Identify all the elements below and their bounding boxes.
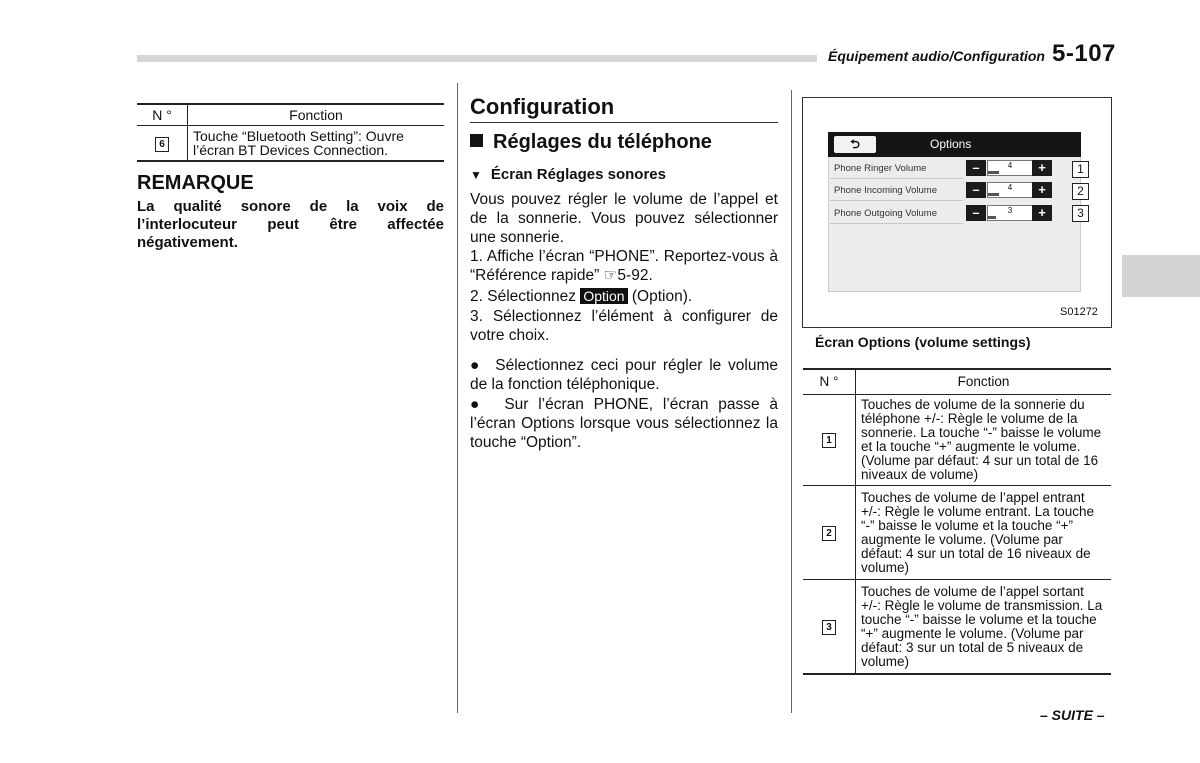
step-3: 3. Sélectionnez l’élément à configurer de votre choix. <box>470 308 778 344</box>
bullet-dot-icon: ● <box>470 357 482 374</box>
table-row <box>137 126 444 162</box>
table-row <box>803 395 1111 486</box>
volume-value: 4 <box>987 160 1033 176</box>
bullet-item: ● Sur l’écran PHONE, l’écran passe à l’écran Options lorsque vous sélectionnez la touche “Option”. <box>470 396 778 451</box>
function-text: Touche “Bluetooth Setting”: Ouvre l’écran BT Devices Connection. <box>193 128 404 158</box>
function-text: Touches de volume de l’appel sortant +/-: Règle le volume de transmission. La touche “-” baisse le volume et la touche “+” augmente le volume. (Volume par défaut: 3 sur un total de 5 niveaux de volume) <box>861 583 1103 669</box>
volume-plus-button[interactable]: + <box>1032 182 1052 198</box>
col-header-function: Fonction <box>289 107 343 123</box>
intro-paragraph: Vous pouvez régler le volume de l’appel et de la sonnerie. Vous pouvez sélectionner une sonnerie. <box>470 191 778 246</box>
table-row <box>803 486 1111 580</box>
setting-row-label: Phone Ringer Volume <box>830 159 963 179</box>
section-title: Équipement audio/Configuration <box>828 48 1045 64</box>
table-row <box>803 580 1111 675</box>
column-divider <box>791 90 792 713</box>
volume-level-bar <box>988 216 996 219</box>
subsubsection-heading: ▼ Écran Réglages sonores <box>470 166 666 183</box>
function-text: Touches de volume de la sonnerie du téléphone +/-: Règle le volume de la sonnerie. La touche “-” baisse le volume et la touche “+” augmente le volume. (Volume par défaut: 4 sur un total de 16 niveaux de volume) <box>861 397 1102 482</box>
page-number: 5-107 <box>1052 40 1116 67</box>
remarque-heading: REMARQUE <box>137 172 254 194</box>
volume-minus-button[interactable]: – <box>966 205 986 221</box>
callout-number: 1 <box>1072 161 1089 178</box>
volume-minus-button[interactable]: – <box>966 182 986 198</box>
item-number: 1 <box>822 433 836 448</box>
header-rule <box>137 55 817 62</box>
screen-title: Options <box>930 137 972 151</box>
volume-plus-button[interactable]: + <box>1032 205 1052 221</box>
remarque-text: La qualité sonore de la voix de l’interlocuteur peut être affectée négativement. <box>137 198 444 251</box>
step-2: 2. Sélectionnez Option (Option). <box>470 288 693 305</box>
left-function-table <box>137 103 444 162</box>
function-text: Touches de volume de l’appel entrant +/-: Règle le volume entrant. La touche “-” baisse le volume et la touche “+” augmente le volume. (Volume par défaut: 4 sur un total de 16 niveaux de volume) <box>861 489 1095 575</box>
column-divider <box>457 83 458 713</box>
figure-code: S01272 <box>1060 306 1098 318</box>
continued-marker: – SUITE – <box>1040 707 1105 723</box>
item-number: 6 <box>155 137 169 152</box>
col-header-function: Fonction <box>957 374 1010 389</box>
callout-number: 3 <box>1072 205 1089 222</box>
volume-level-bar <box>988 171 999 174</box>
col-header-no: N ° <box>803 369 856 395</box>
volume-level-bar <box>988 193 999 196</box>
volume-plus-button[interactable]: + <box>1032 160 1052 176</box>
bullet-dot-icon: ● <box>470 396 485 413</box>
volume-minus-button[interactable]: – <box>966 160 986 176</box>
item-number: 2 <box>822 526 836 541</box>
heading-rule <box>470 122 778 123</box>
callout-number: 2 <box>1072 183 1089 200</box>
triangle-bullet-icon: ▼ <box>470 168 482 182</box>
figure-caption: Écran Options (volume settings) <box>815 334 1031 350</box>
col-header-no: N ° <box>137 104 188 126</box>
item-number: 3 <box>822 620 836 635</box>
right-function-table <box>803 368 1111 675</box>
back-button[interactable]: ⮌ <box>834 136 876 153</box>
setting-row-label: Phone Outgoing Volume <box>830 204 963 224</box>
volume-value: 3 <box>987 205 1033 221</box>
section-heading: Configuration <box>470 94 615 119</box>
square-bullet-icon <box>470 134 483 147</box>
bullet-item: ● Sélectionnez ceci pour régler le volume de la fonction téléphonique. <box>470 357 778 393</box>
setting-row-label: Phone Incoming Volume <box>830 181 963 201</box>
step-1: 1. Affiche l’écran “PHONE”. Reportez-vous à “Référence rapide” ☞5-92. <box>470 248 778 284</box>
chapter-tab <box>1122 255 1200 297</box>
option-key-label: Option <box>580 288 627 304</box>
subsection-heading: Réglages du téléphone <box>470 131 712 154</box>
volume-value: 4 <box>987 182 1033 198</box>
